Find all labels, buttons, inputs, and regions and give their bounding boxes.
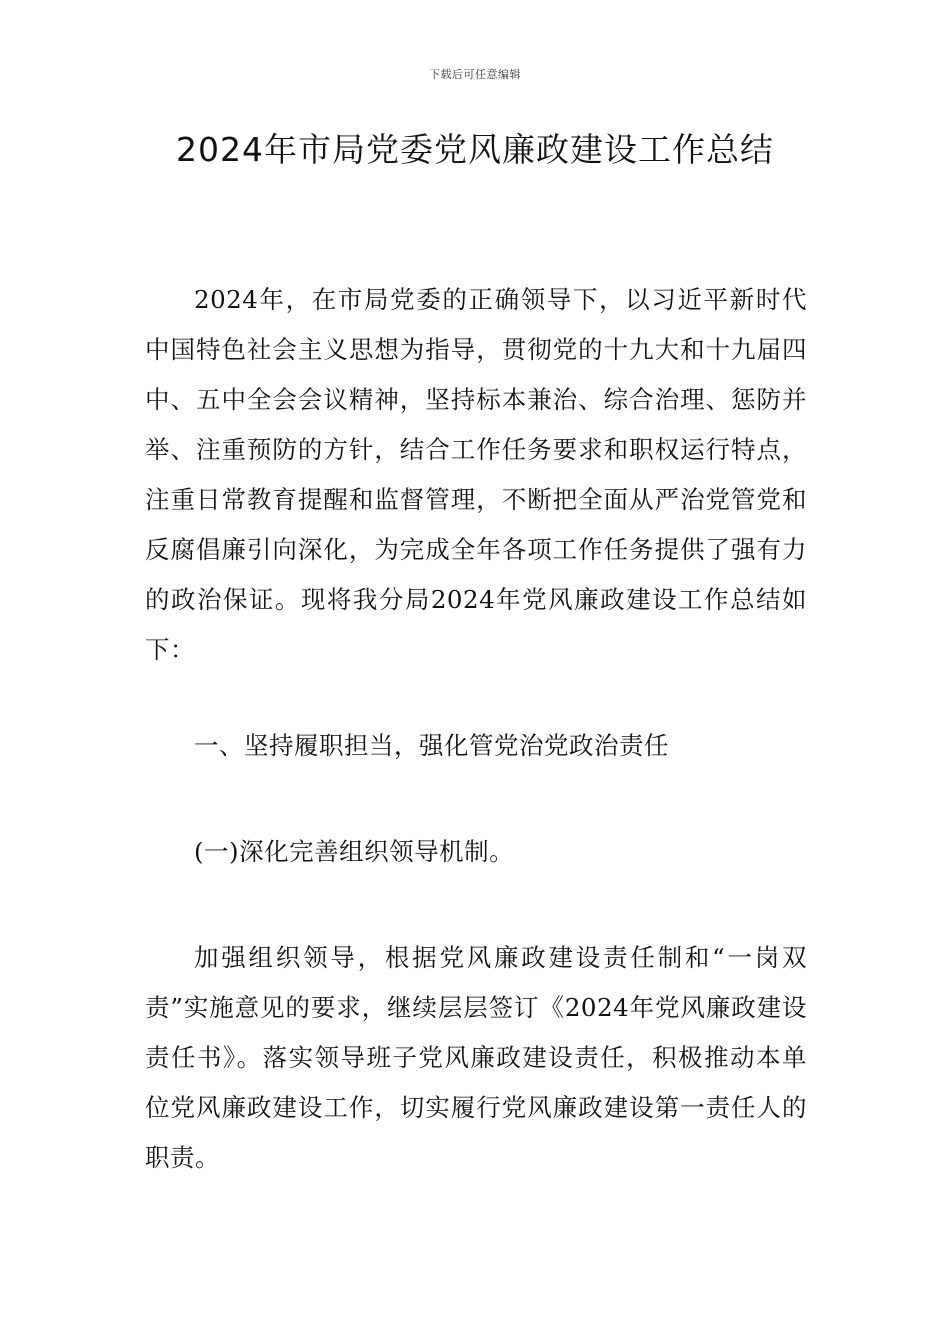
intro-paragraph: 2024年，在市局党委的正确领导下，以习近平新时代中国特色社会主义思想为指导，贯彻党的十九大和十九届四中、五中全会会议精神，坚持标本兼治、综合治理、惩防并举、注重预防的方针，结合工作任务要求和职权运行特点，注重日常教育提醒和监督管理，不断把全面从严治党管党和反腐倡廉引向深化，为完成全年各项工作任务提供了强有力的政治保证。现将我分局2024年党风廉政建设工作总结如下： — [145, 285, 807, 664]
document-title: 2024年市局党委党风廉政建设工作总结 — [176, 130, 774, 169]
body-paragraph: 加强组织领导，根据党风廉政建设责任制和“一岗双责”实施意见的要求，继续层层签订《2024年党风廉政建设责任书》。落实领导班子党风廉政建设责任，积极推动本单位党风廉政建设工作，切实履行党风廉政建设第一责任人的职责。 — [145, 943, 807, 1172]
subsection-heading: (一)深化完善组织领导机制。 — [194, 837, 515, 866]
document-body — [145, 275, 807, 1183]
section-heading: 一、坚持履职担当，强化管党治党政治责任 — [194, 731, 669, 760]
header-note: 下载后可任意编辑 — [429, 68, 521, 81]
